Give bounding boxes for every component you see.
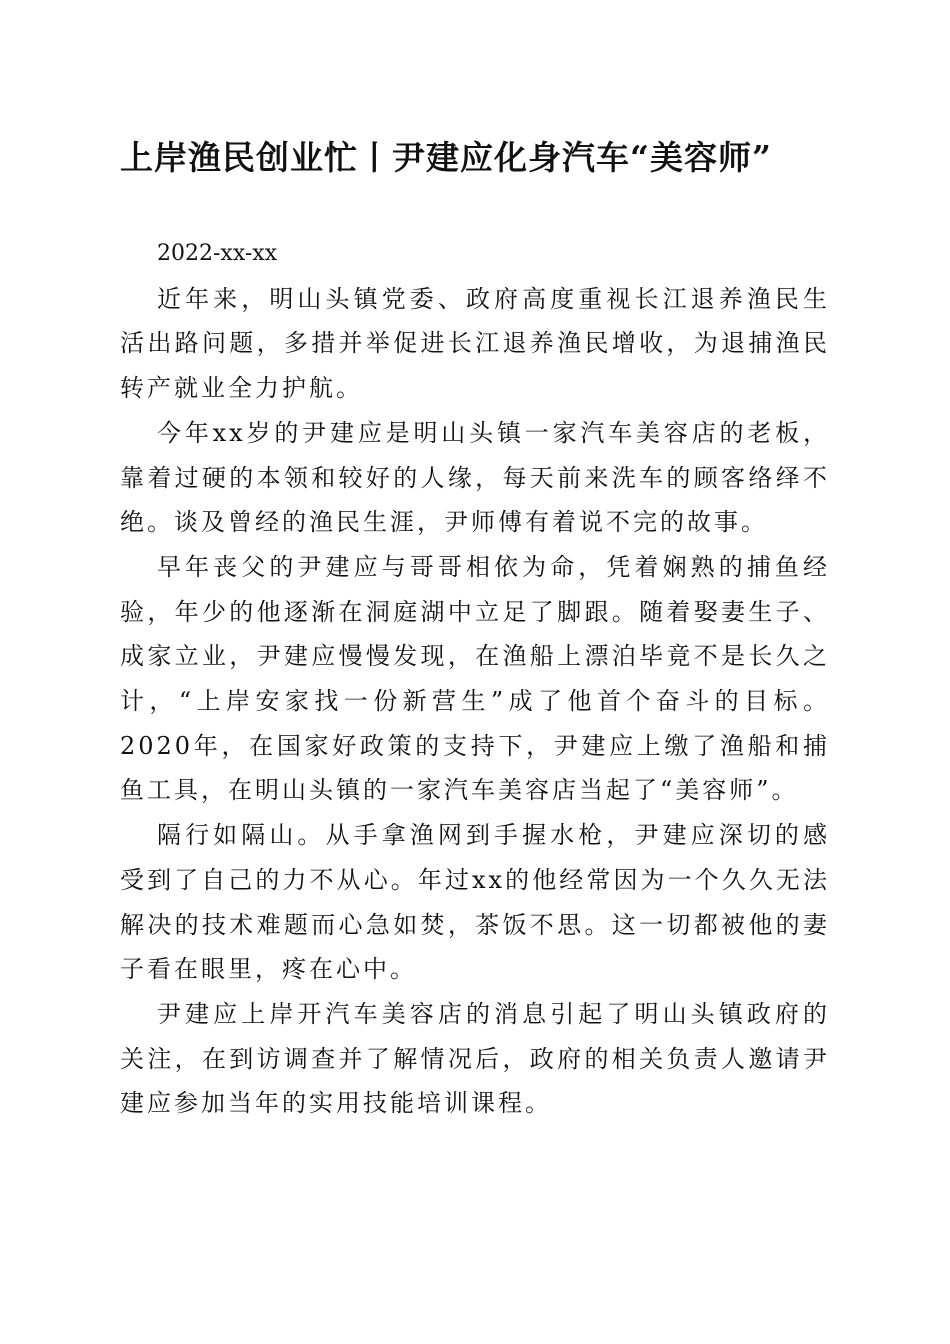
paragraph-3: 早年丧父的尹建应与哥哥相依为命，凭着娴熟的捕鱼经验，年少的他逐渐在洞庭湖中立足了脚跟。随着娶妻生子、成家立业，尹建应慢慢发现，在渔船上漂泊毕竟不是长久之计，“上岸安家找一份新营生”成了他首个奋斗的目标。2020年，在国家好政策的支持下，尹建应上缴了渔船和捕鱼工具，在明山头镇的一家汽车美容店当起了“美容师”。	[120, 552, 830, 805]
article-title: 上岸渔民创业忙丨尹建应化身汽车“美容师”	[120, 138, 772, 177]
paragraph-2: 今年xx岁的尹建应是明山头镇一家汽车美容店的老板，靠着过硬的本领和较好的人缘，每天前来洗车的顾客络绎不绝。谈及曾经的渔民生涯，尹师傅有着说不完的故事。	[120, 418, 830, 537]
paragraph-5: 尹建应上岸开汽车美容店的消息引起了明山头镇政府的关注，在到访调查并了解情况后，政府的相关负责人邀请尹建应参加当年的实用技能培训课程。	[120, 999, 830, 1118]
paragraph-1: 近年来，明山头镇党委、政府高度重视长江退养渔民生活出路问题，多措并举促进长江退养渔民增收，为退捕渔民转产就业全力护航。	[120, 284, 830, 403]
article-body	[120, 232, 830, 1126]
paragraph-4: 隔行如隔山。从手拿渔网到手握水枪，尹建应深切的感受到了自己的力不从心。年过xx的他经常因为一个久久无法解决的技术难题而心急如焚，茶饭不思。这一切都被他的妻子看在眼里，疼在心中。	[120, 821, 830, 984]
article-date: 2022-xx-xx	[157, 241, 278, 266]
